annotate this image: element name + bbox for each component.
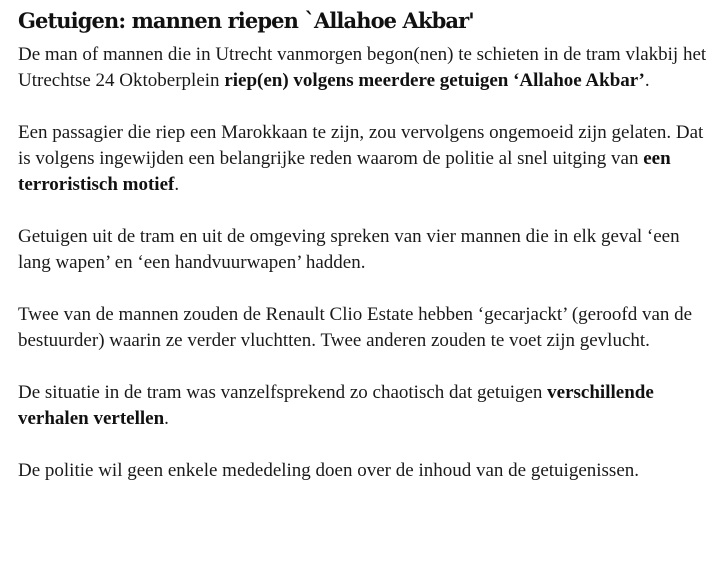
article-paragraph-6 — [18, 458, 708, 484]
article-paragraph-1 — [18, 42, 708, 94]
paragraph-text: De politie wil geen enkele mededeling doen over de inhoud van de getuigenissen. — [18, 460, 640, 481]
article-paragraph-3 — [18, 224, 708, 276]
paragraph-text: . — [164, 408, 169, 429]
paragraph-text: . — [174, 174, 180, 195]
paragraph-text: De man of mannen die in Utrecht vanmorgen begon(nen) te schieten in de tram vlakbij het Utrechtse 24 Oktoberplein — [18, 44, 707, 91]
paragraph-text: . — [644, 70, 650, 91]
paragraph-text: Twee van de mannen zouden de Renault Clio Estate hebben ‘gecarjackt’ (geroofd van de bestuurder) waarin ze verder vluchtten. Twee anderen zouden te voet zijn gevlucht. — [18, 304, 693, 351]
paragraph-text: Getuigen uit de tram en uit de omgeving spreken van vier mannen die in elk geval ‘een lang wapen’ en ‘een handvuurwapen’ hadden. — [18, 226, 680, 273]
paragraph-text: De situatie in de tram was vanzelfsprekend zo chaotisch dat getuigen — [18, 382, 548, 403]
article — [18, 0, 708, 484]
article-headline: Getuigen: mannen riepen `Allahoe Akbar' — [18, 8, 474, 33]
paragraph-emphasis: een terroristisch motief — [18, 148, 671, 195]
article-paragraph-4 — [18, 302, 708, 354]
paragraph-text: Een passagier die riep een Marokkaan te zijn, zou vervolgens ongemoeid zijn gelaten. Dat is volgens ingewijden een belangrijke reden waarom de politie al snel uitging van — [18, 122, 704, 169]
article-paragraph-2 — [18, 120, 708, 198]
paragraph-emphasis: riep(en) volgens meerdere getuigen ‘Allahoe Akbar’ — [224, 70, 645, 91]
article-paragraph-5 — [18, 380, 708, 432]
paragraph-emphasis: verschillende verhalen vertellen — [18, 382, 654, 429]
